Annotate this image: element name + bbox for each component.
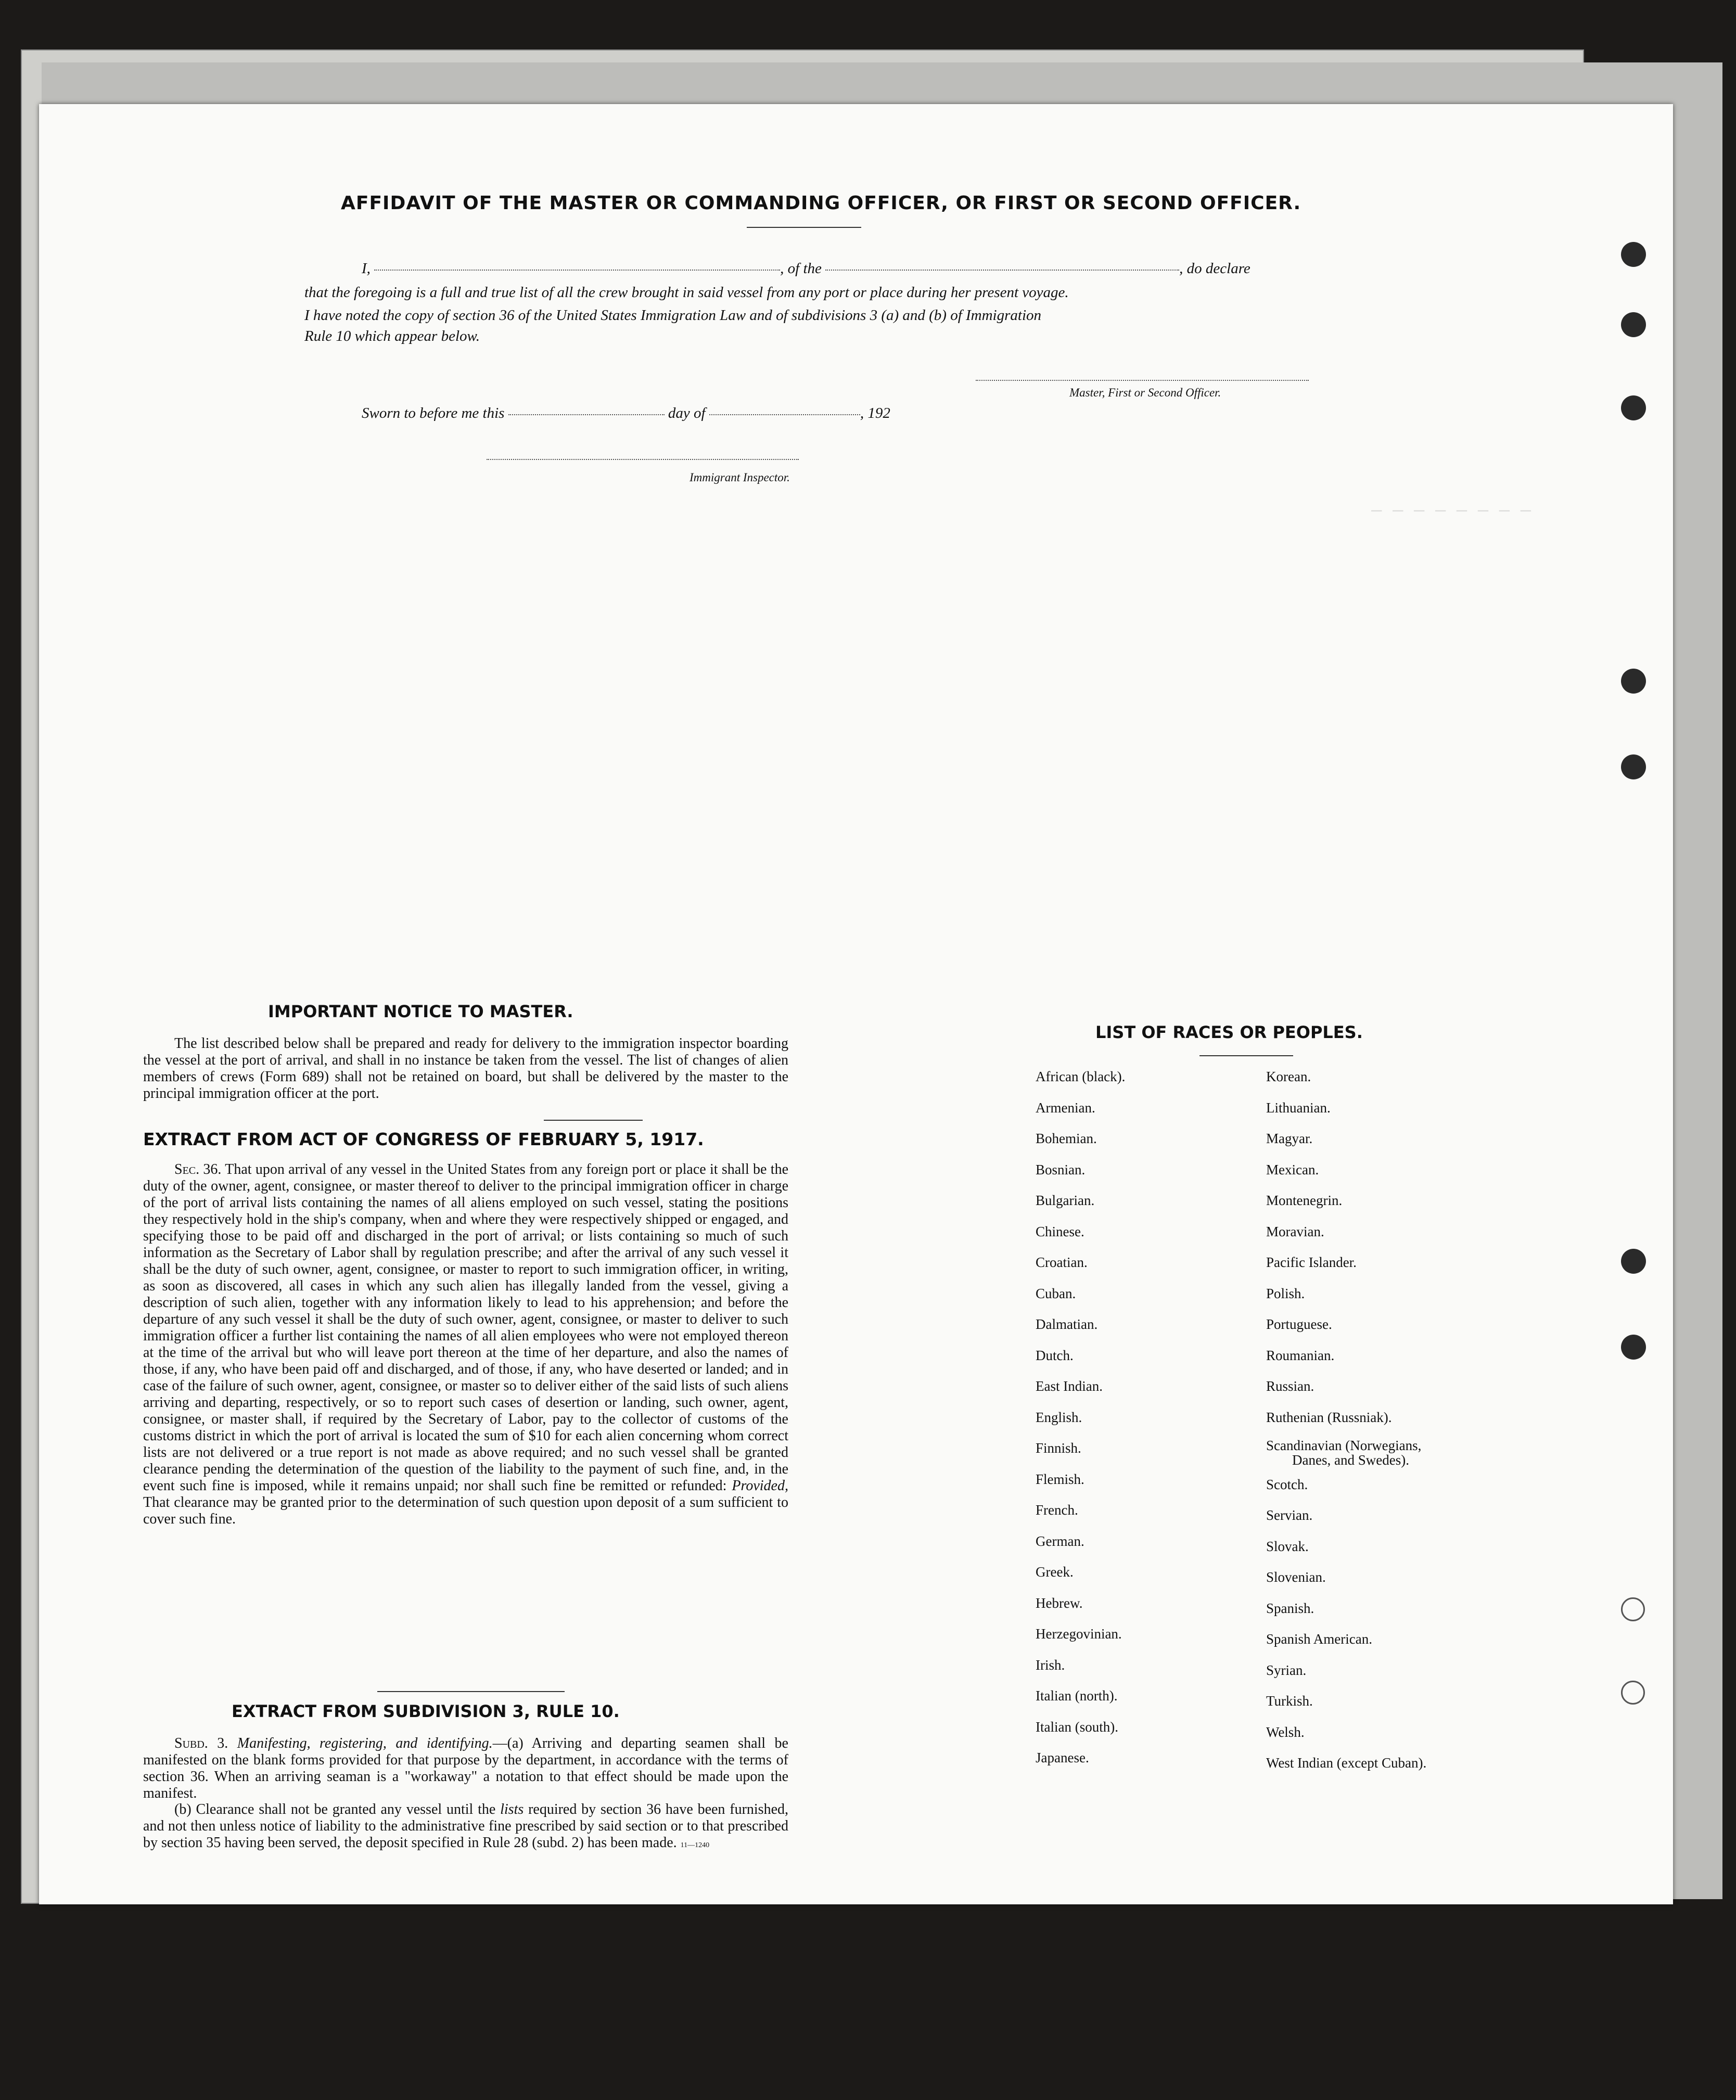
scandinavian-line-1: Scandinavian (Norwegians, (1266, 1438, 1422, 1453)
race-item: Scotch. (1266, 1476, 1308, 1492)
subd-3-title: Manifesting, registering, and identifying. (237, 1735, 493, 1751)
race-item: Portuguese. (1266, 1316, 1332, 1332)
form-number: 11—1240 (680, 1841, 710, 1849)
race-item: Finnish. (1036, 1440, 1081, 1456)
subd-3-a: —(a) Arriving and departing seamen shall be manifested on the blank forms provided for that purpose by the department, in accordance with the terms of section 36. When an arriving seaman is a "workaway" a notation to that effect should be made upon the manifest. (143, 1735, 788, 1801)
race-item-scandinavian (1266, 1433, 1426, 1469)
race-item: Spanish. (1266, 1600, 1314, 1616)
sec-36-end: That clearance may be granted prior to the determination of such question upon deposit of a sum sufficient to cover such fine. (143, 1494, 788, 1527)
races-heading: LIST OF RACES OR PEOPLES. (1095, 1022, 1363, 1042)
month-blank (709, 414, 860, 415)
race-item: East Indian. (1036, 1378, 1103, 1394)
year-label: , 192 (860, 405, 890, 421)
race-item: Flemish. (1036, 1471, 1084, 1487)
notice-heading: IMPORTANT NOTICE TO MASTER. (268, 1002, 573, 1021)
bleed-through: — — — — — — — — (1371, 500, 1531, 520)
race-item: West Indian (except Cuban). (1266, 1755, 1427, 1771)
race-item: Irish. (1036, 1657, 1065, 1673)
race-item: Syrian. (1266, 1662, 1307, 1678)
do-declare-label: , do declare (1179, 260, 1250, 277)
punch-hole (1621, 395, 1646, 420)
subd-3-b (143, 1801, 788, 1854)
i-label: I, (362, 260, 371, 277)
race-item: Armenian. (1036, 1099, 1095, 1116)
race-item: Dalmatian. (1036, 1316, 1098, 1332)
race-item: Bulgarian. (1036, 1193, 1095, 1208)
races-rule (1199, 1055, 1293, 1056)
race-item: Turkish. (1266, 1693, 1313, 1709)
act-heading: EXTRACT FROM ACT OF CONGRESS OF FEBRUARY 5, 1917. (143, 1129, 704, 1149)
act-rule (377, 1691, 565, 1692)
signature-line (976, 380, 1309, 381)
declaration-line-4: Rule 10 which appear below. (304, 328, 480, 344)
lists-word: lists (500, 1801, 524, 1817)
races-left-column (1036, 1061, 1125, 1774)
scandinavian-line-2: Danes, and Swedes). (1292, 1452, 1409, 1468)
day-of-label: day of (668, 405, 706, 421)
race-item: Ruthenian (Russniak). (1266, 1409, 1392, 1425)
signature-label: Master, First or Second Officer. (1069, 386, 1221, 399)
race-item: Italian (south). (1036, 1719, 1118, 1735)
punch-hole (1621, 1335, 1646, 1360)
title-rule (747, 227, 861, 228)
punch-hole (1621, 669, 1646, 694)
race-item: Bosnian. (1036, 1161, 1086, 1177)
affidavit-title: AFFIDAVIT OF THE MASTER OR COMMANDING OFFICER, OR FIRST OR SECOND OFFICER. (341, 193, 1301, 214)
declaration-line-2: that the foregoing is a full and true list of all the crew brought in said vessel from any port or place during her present voyage. (304, 284, 1069, 301)
name-blank (374, 269, 780, 271)
race-item: Polish. (1266, 1285, 1305, 1301)
notice-rule (544, 1120, 643, 1121)
race-item: English. (1036, 1409, 1082, 1425)
sworn-line (362, 405, 890, 422)
race-item: Roumanian. (1266, 1347, 1335, 1363)
race-item: Welsh. (1266, 1724, 1305, 1740)
race-item: Croatian. (1036, 1254, 1088, 1270)
provided-word: Provided, (732, 1478, 788, 1494)
declaration-line-3: I have noted the copy of section 36 of the United States Immigration Law and of subdivisions 3 (a) and (b) of Immigration (304, 307, 1042, 324)
race-item: Servian. (1266, 1507, 1313, 1523)
punch-hole (1621, 1681, 1645, 1705)
punch-hole (1621, 1249, 1646, 1274)
race-item: African (black). (1036, 1069, 1126, 1084)
race-item: Chinese. (1036, 1223, 1084, 1239)
vessel-blank (825, 269, 1179, 271)
subd-3-b-end: required by section 36 have been furnished, and not then unless notice of liability to the administrative fine prescribed by said section or to that prescribed by section 35 having been served, the deposit specified in Rule 28 (subd. 2) has been made. (143, 1801, 788, 1851)
race-item: Hebrew. (1036, 1595, 1083, 1611)
declaration-line-1 (362, 260, 1250, 277)
race-item: Russian. (1266, 1378, 1314, 1394)
race-item: Slovenian. (1266, 1569, 1326, 1585)
race-item: Mexican. (1266, 1161, 1319, 1177)
document-page (39, 104, 1673, 1904)
race-item: Greek. (1036, 1564, 1074, 1580)
race-item: Cuban. (1036, 1285, 1076, 1301)
race-item: Moravian. (1266, 1223, 1324, 1239)
section-36-text (143, 1161, 788, 1528)
inspector-line (487, 459, 799, 460)
sec-36-body: That upon arrival of any vessel in the United States from any foreign port or place it shall be the duty of the owner, agent, consignee, or master thereof to deliver to the principal immigration officer in charge of the port of arrival lists containing the names of all aliens employed on such vessel, stating the positions they respectively hold in the ship's company, when and where they were respectively shipped or engaged, and specifying those to be paid off and discharged in the port of arrival; or lists containing so much of such information as the Secretary of Labor shall by regulation prescribe; and after the arrival of any such vessel it shall be the duty of such owner, agent, consignee, or master to report to such immigration officer, in writing, as soon as discovered, all cases in which any such alien has illegally landed from the vessel, giving a description of such alien, together with any information likely to lead to his apprehension; and before the departure of any such vessel it shall be the duty of such owner, agent, consignee, or master to deliver to such immigration officer a further list containing the names of all alien employees who were not employed thereon at the time of the arrival but who will leave port thereon at the time of her departure, and also the names of those, if any, who have been paid off and discharged, and of those, if any, who have deserted or landed; and in case of the failure of such owner, agent, consignee, or master so to deliver either of the said lists of such aliens arriving and departing, respectively, or so to report such cases of desertion or landing, such owner, agent, consignee, or master shall, if required by the Secretary of Labor, pay to the collector of customs of the customs district in which the port of arrival is located the sum of $10 for each alien concerning whom correct lists are not delivered or a true report is not made as above required; and no such vessel shall be granted clearance pending the determination of the question of the liability to the payment of such fine, and, in the event such fine is imposed, while it remains unpaid; nor shall such fine be remitted or refunded: (143, 1161, 788, 1494)
subd-3-text (143, 1735, 788, 1802)
race-item: Dutch. (1036, 1347, 1074, 1363)
subd-3-label: Subd. 3. (174, 1735, 228, 1751)
race-item: Herzegovinian. (1036, 1626, 1122, 1642)
punch-hole (1621, 312, 1646, 337)
race-item: Japanese. (1036, 1750, 1089, 1765)
subd-3-b-start: (b) Clearance shall not be granted any vessel until the (174, 1801, 496, 1817)
date-blank (508, 414, 665, 415)
sworn-label: Sworn to before me this (362, 405, 505, 421)
rule-heading: EXTRACT FROM SUBDIVISION 3, RULE 10. (232, 1701, 620, 1721)
race-item: Spanish American. (1266, 1631, 1372, 1647)
race-item: Montenegrin. (1266, 1193, 1343, 1208)
race-item: German. (1036, 1533, 1084, 1549)
punch-hole (1621, 1597, 1645, 1621)
races-right-column (1266, 1061, 1426, 1779)
notice-text: The list described below shall be prepared and ready for delivery to the immigration inspector boarding the vessel at the port of arrival, and shall in no instance be taken from the vessel. The list of changes of alien members of crews (Form 689) shall not be retained on board, but shall be delivered by the master to the principal immigration officer at the port. (143, 1035, 788, 1102)
punch-hole (1621, 754, 1646, 779)
race-item: Italian (north). (1036, 1688, 1118, 1704)
of-the-label: , of the (780, 260, 822, 277)
inspector-label: Immigrant Inspector. (690, 471, 790, 484)
race-item: Korean. (1266, 1069, 1311, 1084)
race-item: Slovak. (1266, 1538, 1309, 1554)
race-item: Magyar. (1266, 1131, 1313, 1146)
race-item: French. (1036, 1502, 1078, 1518)
sec-36-label: Sec. 36. (174, 1161, 222, 1177)
race-item: Lithuanian. (1266, 1099, 1331, 1116)
race-item: Pacific Islander. (1266, 1254, 1357, 1270)
punch-hole (1621, 242, 1646, 267)
race-item: Bohemian. (1036, 1131, 1097, 1146)
